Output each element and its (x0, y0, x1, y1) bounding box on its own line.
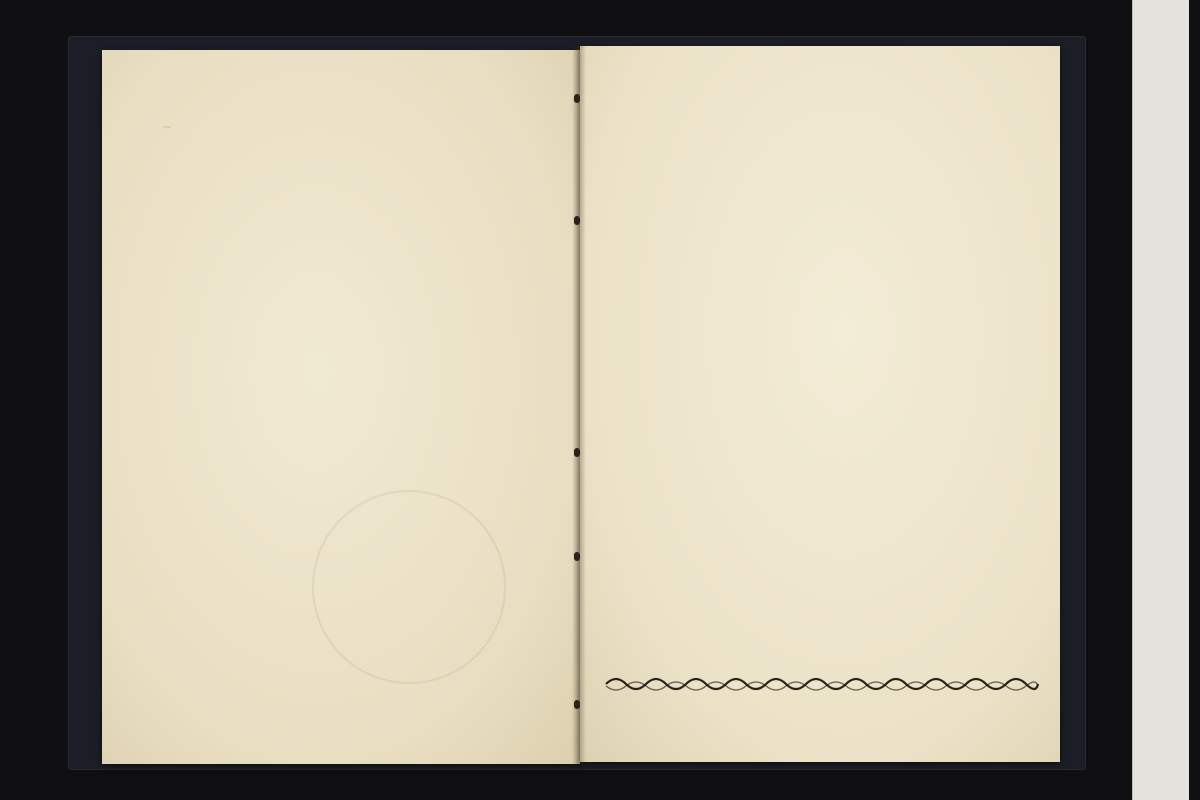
binding-hole (574, 94, 580, 103)
binding-hole (574, 448, 580, 457)
handwritten-mark: ~ (162, 120, 173, 134)
left-page (102, 50, 580, 764)
right-page (580, 46, 1060, 762)
ornament-divider (602, 674, 1042, 694)
binding-hole (574, 216, 580, 225)
ruler-ticks (1133, 0, 1189, 800)
show-through-stamp (312, 490, 506, 684)
binding-hole (574, 552, 580, 561)
measurement-ruler (1132, 0, 1189, 800)
binding-hole (574, 700, 580, 709)
book-gutter (572, 46, 586, 764)
